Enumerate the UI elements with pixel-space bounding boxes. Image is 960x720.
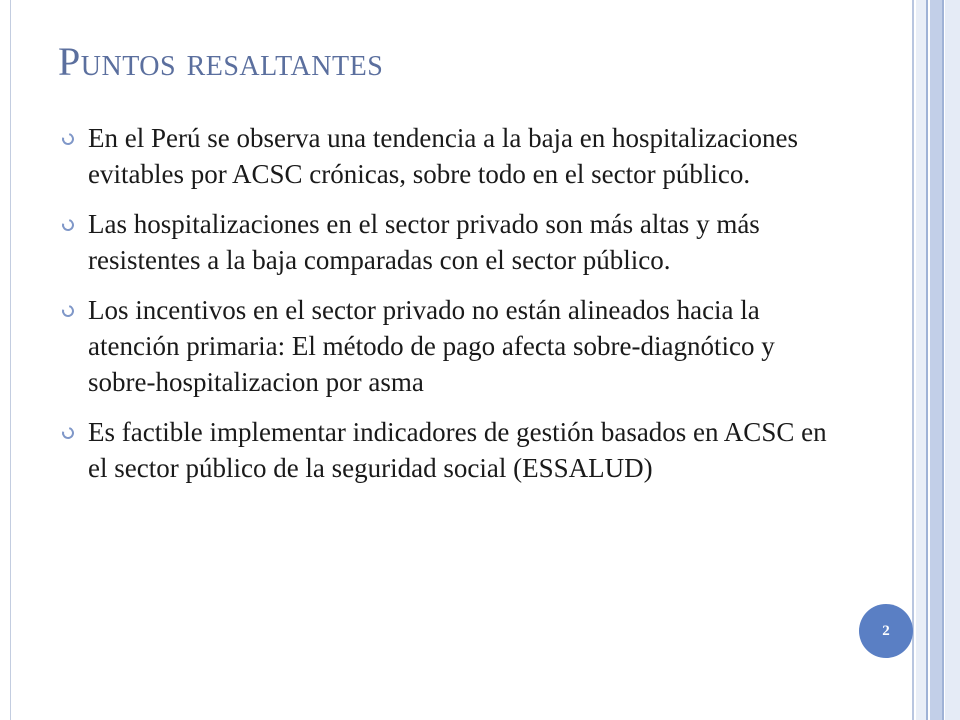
stripe — [930, 0, 942, 720]
bullet-ring-icon — [60, 131, 76, 147]
bullet-list — [62, 120, 832, 500]
bullet-text: En el Perú se observa una tendencia a la baja en hospitalizaciones evitables por ACSC crónicas, sobre todo en el sector público. — [88, 123, 798, 189]
bullet-item — [62, 292, 832, 400]
bullet-text: Los incentivos en el sector privado no están alineados hacia la atención primaria: El método de pago afecta sobre-diagnótico y sobre-hospitalizacion por asma — [88, 295, 775, 397]
slide-title: Puntos resaltantes — [58, 39, 384, 84]
page-number-badge: 2 — [859, 604, 913, 658]
stripe — [916, 0, 926, 720]
stripe — [942, 0, 944, 720]
decorative-stripes — [912, 0, 960, 720]
bullet-text: Es factible implementar indicadores de gestión basados en ACSC en el sector público de la seguridad social (ESSALUD) — [88, 417, 827, 483]
stripe — [945, 0, 960, 720]
bullet-ring-icon — [60, 303, 76, 319]
frame-line — [10, 0, 11, 720]
bullet-ring-icon — [60, 217, 76, 233]
bullet-ring-icon — [60, 425, 76, 441]
bullet-text: Las hospitalizaciones en el sector privado son más altas y más resistentes a la baja comparadas con el sector público. — [88, 209, 760, 275]
bullet-item — [62, 206, 832, 278]
stripe — [912, 0, 914, 720]
bullet-item — [62, 120, 832, 192]
bullet-item — [62, 414, 832, 486]
stripe — [926, 0, 928, 720]
